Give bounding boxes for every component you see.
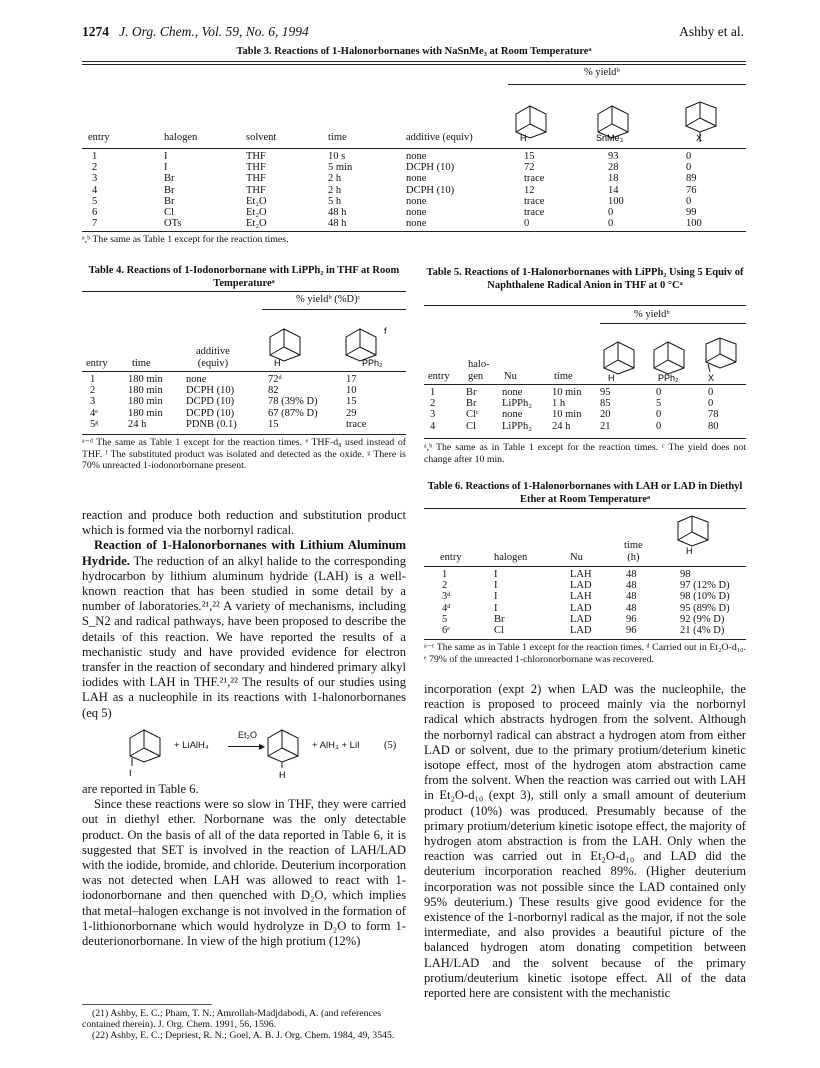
table4-cell: 72ᵈ [268,374,282,385]
table6-cell: 97 (12% D) [680,580,730,592]
table4-cell: 180 min [128,374,163,385]
table6-col-nu: Nu [570,552,583,563]
table6-cell: LAH [570,569,592,580]
table4-row [82,408,406,419]
table6-cell: I [494,569,498,580]
table3-cell: trace [524,173,545,185]
table3-cell: THF [246,184,266,196]
table3-header-row [82,132,746,143]
table6-cell: LAH [570,591,592,603]
table4-col-additive [196,346,230,369]
table3-cell: none [406,195,427,207]
eq-reagent-lialh4: + LiAlH₄ [174,740,209,751]
table5-cell: 1 [430,387,436,398]
table3-cell: 2 h [328,184,342,196]
mol-label-x: X [696,133,703,142]
table6-cell: 1 [442,569,448,580]
table3-cell: 93 [608,151,619,162]
table3-cell: none [406,218,427,230]
table3-cell: 7 [92,218,98,230]
table4-cell: trace [346,418,367,430]
table6-footnote: ᵃ⁻ᶜ The same as in Table 1 except for the reaction times. ᵈ Carried out in Et₂O-d₁₀. ᵉ 79% of the unreacted 1-chloronorbornane was recovered. [424,642,746,665]
table3-cell: 0 [524,218,530,230]
table5-col-entry: entry [428,371,450,382]
table5-cell: LiPPh₂ [502,420,532,432]
mol-label-h: H [520,133,527,142]
table6-cell: 4ᵈ [442,602,451,614]
table4-cell: 10 [346,385,357,397]
table5-header-rule [424,384,746,385]
table5-cell: 0 [708,387,714,398]
equation-5 [82,726,406,784]
table3-cell: Br [164,184,175,196]
table6-cell: I [494,591,498,603]
table3-cell: 2 [92,162,98,174]
table5-cell: Br [466,398,477,410]
table6-row [424,625,746,636]
table5-cell: 10 min [552,387,582,398]
table3-cell: none [406,173,427,185]
table3-top-rule [82,61,746,62]
table6-cell: 5 [442,613,448,625]
table4-row [82,396,406,407]
table3-cell: 14 [608,184,619,196]
table5-caption: Table 5. Reactions of 1-Halonorbornanes with LiPPh₂ Using 5 Equiv of Naphthalene Radical Anion in THF at 0 °Cᵃ [426,267,744,291]
table3-bottom-rule [82,231,746,232]
table3-row [82,207,746,218]
table3-cell: 100 [686,218,702,230]
table3-cell: 6 [92,207,98,219]
after-equation-text: are reported in Table 6. [82,782,199,796]
table3-cell: trace [524,195,545,207]
table6-cell: 92 (9% D) [680,613,725,625]
table4-cell: 78 (39% D) [268,396,318,408]
table6-cell: LAD [570,580,592,592]
iodonorbornane-structure [124,728,174,778]
table5-row [424,398,746,409]
table3-cell: THF [246,151,266,162]
table5-cell: none [502,409,523,421]
table6-row [424,569,746,580]
footnote-separator [82,1004,212,1005]
table6-row [424,603,746,614]
table6-cell: 48 [626,569,637,580]
table4-cell: 15 [346,396,357,408]
references [82,1008,406,1042]
table4-col-additive-line1: additive [196,346,230,357]
right-body-paragraph: incorporation (expt 2) when LAD was the nucleophile, the reaction is proposed to proceed mainly via the norbornyl radical which abstracts hydrogen from the solvent. Although the norbornyl radical can abstract a hydrogen atom from either LAD or solvent, due to the primary protium/deterium kinetic isotope effect, most of the hydrogen atom abstraction came from the solvent. When the reaction was carried out with LAH in Et₂O-d₁₀ (expt 3), still only a small amount of deuterium product (10%) was produced. Presumably because of the primary protium/deterium kinetic isotope effect, the majority of hydrogen atom abstraction is from the LAH. Only when the reaction was carried out in Et₂O-d₁₀ and LAD did the deuterium incorporation reached 89%. (Higher deuterium incorporation was not possible since the LAD contained only 95% deuterium.) These results give good evidence for the existence of the 1-norbornyl radical as the major, if not the sole intermediate, and also provides a beautiful picture of the balanced hydrogen atom donating competition between LAH/LAD and the solvent because of the primary protium/deuterium kinetic isotope effect. All of the data reported here are consistent with the mechanistic [424,682,746,1001]
table3-cell: Br [164,195,175,207]
table3-row [82,185,746,196]
journal-citation: J. Org. Chem., Vol. 59, No. 6, 1994 [119,24,309,39]
norbornane-h-structure-t5 [598,340,648,382]
table6-col-halogen: halogen [494,552,528,563]
table3-cell: 0 [686,151,692,162]
table5-cell: none [502,387,523,398]
table6-header-rule [424,566,746,567]
mol-label-pph2: PPh₂ [658,373,679,382]
table5-yield-header: % yieldᵇ [634,309,670,320]
table4-row [82,374,406,385]
table4-cell: 24 h [128,418,147,430]
table4-top-rule [82,291,406,292]
table5-cell: Clᶜ [466,409,479,421]
table3-cell: 18 [608,173,619,185]
author-running-head: Ashby et al. [679,24,744,39]
mol-label-i: I [129,768,132,778]
table6-cell: LAD [570,613,592,625]
table4-cell: 180 min [128,385,163,397]
table6-cell: Br [494,613,505,625]
table3-cell: 5 [92,195,98,207]
table3-cell: Et₂O [246,195,267,207]
table6-cell: 98 (10% D) [680,591,730,603]
table3-row [82,173,746,184]
table5-cell: 1 h [552,398,566,410]
norbornane-pph2-structure-t4 [336,320,406,367]
table3-cell: 0 [608,218,614,230]
lah-section-paragraph [82,538,406,720]
norbornane-x-structure-t5 [700,336,746,382]
table5-col-nu: Nu [504,371,517,382]
table3-col-additive: additive (equiv) [406,132,473,143]
table5-body [424,387,746,432]
table3-col-solvent: solvent [246,132,277,143]
paragraph-2: Since these reactions were so slow in THF, they were carried out in diethyl ether. Norbornane was the only detectable product. On the basis of all of the data reported in Table 6, it is suggested that SET is involved in the reaction of LAH/LAD with the iodide, bromide, and chloride. Deuterium incorporation was not detected when LAH was allowed to react with 1-iodonorbornane and then quenched with D₂O, which implies that metal–halogen exchange is not involved in the formation of 1-lithionorbornane which would hydrolyze in D₂O to form 1-deuterionorbornane. In view of the high protium (12%) [82,797,406,949]
table4-sup-f: f [384,326,387,336]
table4-cell: 1 [90,374,96,385]
mol-label-h: H [608,373,615,382]
table5-cell: 10 min [552,409,582,421]
table6-cell: 48 [626,580,637,592]
table5-cell: 5 [656,398,662,410]
table6-col-time [624,540,643,563]
right-column-text [424,682,746,1001]
table6-cell: I [494,602,498,614]
table3-cell: 0 [686,162,692,174]
table6-body [424,569,746,636]
table3-cell: 48 h [328,218,347,230]
eq-number: (5) [384,740,397,751]
table3-cell: 72 [524,162,535,174]
table5-row [424,409,746,420]
table6-col-entry: entry [440,552,462,563]
table4-cell: none [186,374,207,385]
table5-cell: LiPPh₂ [502,398,532,410]
table4-cell: 3 [90,396,96,408]
norbornane-h-structure-t6 [670,514,720,554]
table5-row [424,387,746,398]
table3-row [82,151,746,162]
table3-cell: 5 min [328,162,353,174]
section-body-text: The reduction of an alkyl halide to the corresponding hydrocarbon by lithium aluminum hydride (LAH) is a well-known reaction that has been studied in some detail by a number of laboratories.²¹,²² A variety of mechanisms, including S_N2 and radical pathways, have been proposed to describe the details of this reaction. We have reported the results of a mechanistic study and have provided evidence for electron transfer in the reaction of secondary and hindered primary alkyl iodides with LAH in THF.²¹,²² The results of our studies using LAH as a nucleophile in its reactions with 1-halonorbornanes (eq 5) [82,553,406,720]
table3-cell: Et₂O [246,207,267,219]
table3-cell: 12 [524,184,535,196]
table4-cell: 180 min [128,396,163,408]
table6-col-time-line2: (h) [627,551,640,563]
table6-cell: I [494,580,498,592]
table6-caption: Table 6. Reactions of 1-Halonorbornanes with LAH or LAD in Diethyl Ether at Room Temperatureᵃ [427,481,743,505]
table5-col-halogen [468,359,490,382]
table3-cell: trace [524,207,545,219]
table3-cell: Et₂O [246,218,267,230]
table4-footnote: ᵃ⁻ᵈ The same as Table 1 except for the reaction times. ᵉ THF-d₈ used instead of THF. ᶠ The substituted product was isolated and detected as the oxide. ᵍ There is 70% unreacted 1-iodonorbornane present. [82,437,406,471]
table3-col-entry: entry [88,132,110,143]
table3-caption: Table 3. Reactions of 1-Halonorbornanes with NaSnMe₃ at Room Temperatureᵃ [236,46,592,57]
table3-row [82,196,746,207]
table3-cell: 1 [92,151,98,162]
table5-row [424,421,746,432]
table5-cell: Cl [466,420,476,432]
table6-cell: 96 [626,613,637,625]
table6-bottom-rule [424,639,746,640]
table5-cell: Br [466,387,477,398]
mol-label-h: H [279,770,286,778]
table4-yield-rule [262,309,406,310]
table3-cell: 100 [608,195,624,207]
table5-footnote: ᵃ,ᵇ The same as in Table 1 except for the reaction times. ᶜ The yield does not change after 10 min. [424,442,746,465]
table3-header-rule [82,148,746,149]
table5-col-halogen-line2: gen [468,370,484,382]
table3-cell: 4 [92,184,98,196]
table3-cell: THF [246,173,266,185]
table5-bottom-rule [424,438,746,439]
table3-row [82,218,746,229]
left-column-text-2 [82,782,406,949]
mol-label-h: H [686,546,693,554]
table4-cell: DCPH (10) [186,385,235,397]
table3-cell: 0 [686,195,692,207]
table4-cell: 180 min [128,407,163,419]
section-heading: Reaction of 1-Halonorbornanes with Lithium Aluminum Hydride. [82,538,406,568]
table3-cell: 48 h [328,207,347,219]
page-number: 1274 [82,24,109,39]
table5-cell: 2 [430,398,436,410]
table3-cell: 89 [686,173,697,185]
table4-yield-header: % yieldᵇ (%D)ᶜ [296,294,361,305]
table4-cell: PDNB (0.1) [186,418,237,430]
table3-cell: 76 [686,184,697,196]
table4-cell: 29 [346,407,357,419]
table4-cell: 15 [268,418,279,430]
eq-arrowhead-icon: ▶ [259,742,266,751]
table3-cell: 0 [608,207,614,219]
table6-cell: 96 [626,625,637,637]
table4-col-time: time [132,358,151,369]
table5-col-halogen-line1: halo- [468,359,490,370]
table4-caption: Table 4. Reactions of 1-Iodonorbornane with LiPPh₂ in THF at Room Temperatureᵃ [88,265,400,289]
table3-cell: 99 [686,207,697,219]
table5-cell: 24 h [552,420,571,432]
table3-cell: none [406,151,427,162]
table4-cell: 5ᵍ [90,418,99,430]
table3-cell: OTs [164,218,182,230]
table6-cell: 21 (4% D) [680,625,725,637]
table3-row [82,162,746,173]
table3-cell: I [164,151,168,162]
table6-cell: 48 [626,602,637,614]
norbornane-product-structure [262,728,312,778]
table3-top-rule-2 [82,64,746,65]
table6-col-time-line1: time [624,540,643,551]
reference-22: (22) Ashby, E. C.; Depriest, R. N.; Goel, A. B. J. Org. Chem. 1984, 49, 3545. [92,1030,395,1042]
table4-row [82,385,406,396]
table3-cell: Br [164,173,175,185]
table6-row [424,614,746,625]
mol-label-snme3: SnMe₃ [596,133,624,142]
table5-col-time: time [554,371,573,382]
table3-cell: DCPH (10) [406,162,455,174]
table6-top-rule [424,508,746,509]
table4-col-additive-line2: (equiv) [197,357,229,369]
table6-cell: 95 (89% D) [680,602,730,614]
table5-cell: 0 [656,387,662,398]
table6-cell: LAD [570,602,592,614]
table4-cell: 4ᵉ [90,407,98,419]
mol-label-h: H [274,358,281,367]
mol-label-x: X [708,373,715,382]
table5-cell: 85 [600,398,611,410]
table3-col-time: time [328,132,347,143]
table6-cell: LAD [570,625,592,637]
table5-cell: 80 [708,420,719,432]
table3-cell: 2 h [328,173,342,185]
table3-cell: 10 s [328,151,346,162]
table6-cell: Cl [494,625,504,637]
table6-row [424,591,746,602]
table4-col-entry: entry [86,358,108,369]
table4-cell: DCPD (10) [186,407,235,419]
table6-cell: 2 [442,580,448,592]
table4-cell: 82 [268,385,279,397]
table6-row [424,580,746,591]
table5-cell: 78 [708,409,719,421]
table3-cell: THF [246,162,266,174]
table6-cell: 6ᵉ [442,625,450,637]
norbornane-h-structure-t4 [262,325,322,367]
table3-cell: DCPH (10) [406,184,455,196]
table3-footnote: ᵃ,ᵇ The same as Table 1 except for the reaction times. [82,234,289,245]
table5-cell: 0 [708,398,714,410]
mol-label-pph2: PPh₂ [362,358,383,367]
table3 [82,132,746,143]
table3-cell: 3 [92,173,98,185]
running-header-left [82,24,309,40]
table3-cell: Cl [164,207,174,219]
table3-cell: 28 [608,162,619,174]
table3-yield-rule [508,84,746,85]
eq-arrow [228,746,262,747]
table3-cell: 15 [524,151,535,162]
table3-yield-header: % yieldᵇ [584,67,620,78]
table3-col-halogen: halogen [164,132,198,143]
left-column-text [82,508,406,721]
table5-cell: 21 [600,420,611,432]
table6-cell: 48 [626,591,637,603]
table4-bottom-rule [82,434,406,435]
left-intro-paragraph: reaction and produce both reduction and substitution product which is formed via the norbornyl radical. [82,508,406,538]
table3-cell: 5 h [328,195,342,207]
table4-cell: DCPD (10) [186,396,235,408]
table5-yield-rule [600,323,746,324]
table5-cell: 0 [656,420,662,432]
eq-solvent-label: Et₂O [238,730,257,740]
table6-cell: 98 [680,569,691,580]
table4-cell: 17 [346,374,357,385]
table5-cell: 4 [430,420,436,432]
table5-cell: 95 [600,387,611,398]
table4-cell: 2 [90,385,96,397]
table6-cell: 3ᵈ [442,591,451,603]
table5-top-rule [424,305,746,306]
reference-21: (21) Ashby, E. C.; Pham, T. N.; Amrollah-Madjdabodi, A. (and references contained therein). J. Org. Chem. 1991, 56, 1596. [82,1008,382,1031]
norbornane-pph2-structure-t5 [648,340,698,382]
table3-body [82,151,746,229]
table5-cell: 20 [600,409,611,421]
table5-cell: 3 [430,409,436,421]
eq-products: + AlH₃ + LiI [312,740,360,751]
table4-cell: 67 (87% D) [268,407,318,419]
table3-cell: none [406,207,427,219]
table4-body [82,374,406,430]
table5-cell: 0 [656,409,662,421]
table3-cell: I [164,162,168,174]
table4-header-rule [82,371,406,372]
table4-row [82,419,406,430]
